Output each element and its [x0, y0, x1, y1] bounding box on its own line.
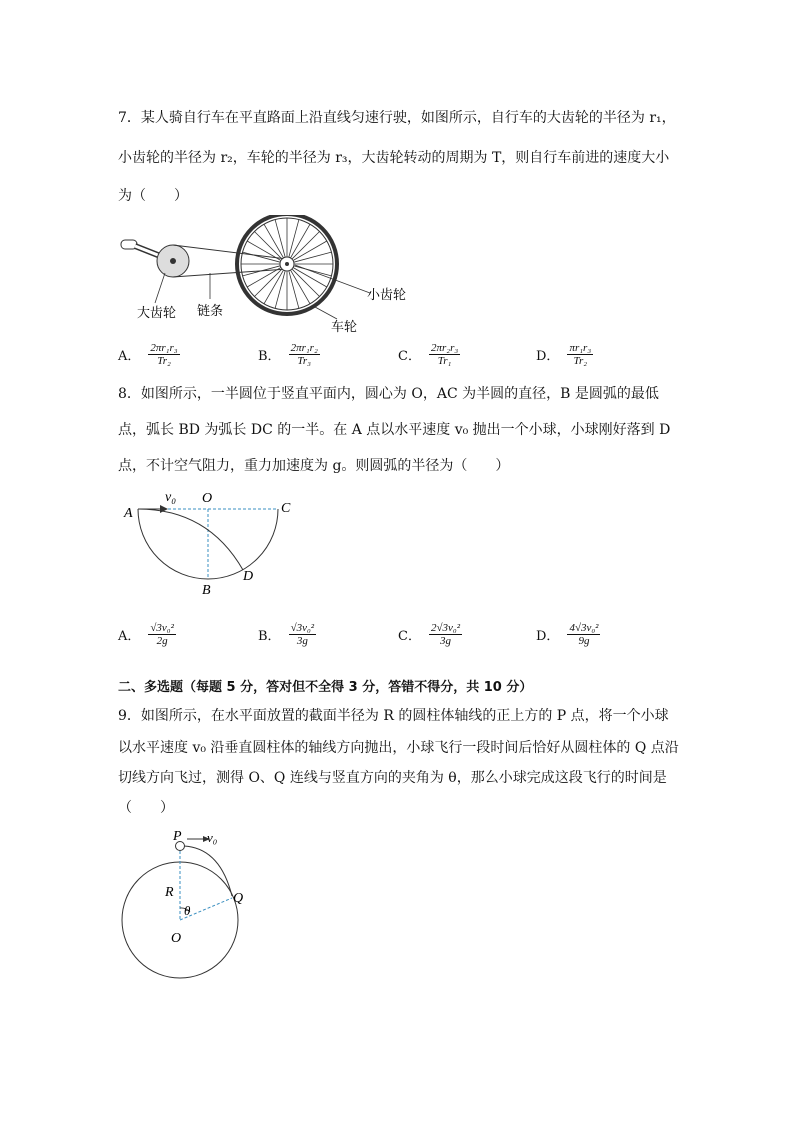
label-big-gear: 大齿轮	[137, 305, 177, 320]
option-label: C．	[398, 629, 421, 644]
numerator: √3v₀²	[150, 622, 174, 634]
semicircle-figure	[118, 485, 318, 600]
q8-option-a[interactable]	[118, 622, 176, 647]
bicycle-figure	[115, 215, 415, 340]
numerator: 4√3v₀²	[569, 622, 599, 634]
label-small-gear: 小齿轮	[367, 287, 407, 302]
trajectory	[138, 509, 243, 570]
label-v0: v₀	[207, 830, 218, 845]
label-C: C	[281, 501, 291, 516]
label-O: O	[202, 491, 213, 506]
q8-line-2: 点，弧长 BD 为弧长 DC 的一半。在 A 点以水平速度 v₀ 抛出一个小球，小球刚好落到 D	[118, 422, 671, 438]
option-fraction	[289, 342, 320, 367]
q7-line-1: 7．某人骑自行车在平直路面上沿直线匀速行驶，如图所示，自行车的大齿轮的半径为 r₁，	[118, 110, 676, 126]
wheel-spoke	[292, 269, 320, 297]
q9-line-3: 切线方向飞过，测得 O、Q 连线与竖直方向的夹角为 θ，那么小球完成这段飞行的时间是	[118, 770, 667, 786]
numerator: √3v₀²	[290, 622, 315, 634]
section-2-heading: 二、多选题（每题 5 分，答对但不全得 3 分，答错不得分，共 10 分）	[118, 680, 533, 695]
option-fraction	[289, 622, 317, 647]
q8-option-b[interactable]	[258, 622, 316, 647]
trajectory	[184, 846, 232, 896]
denominator: 3g	[439, 635, 451, 647]
denominator: Tr₂	[573, 355, 588, 367]
denominator: Tr₁	[437, 355, 452, 367]
option-label: D．	[536, 629, 560, 644]
numerator: 2πr₂r₃	[430, 342, 459, 354]
q7-option-c[interactable]	[398, 342, 460, 367]
wheel-spoke	[292, 231, 320, 259]
option-label: D．	[536, 349, 560, 364]
numerator: 2√3v₀²	[430, 622, 460, 634]
label-O: O	[171, 931, 182, 946]
option-fraction	[429, 622, 462, 647]
option-fraction	[567, 342, 593, 367]
option-label: A．	[118, 349, 141, 364]
q7-line-2: 小齿轮的半径为 r₂，车轮的半径为 r₃，大齿轮转动的周期为 T，则自行车前进的速度大小	[118, 150, 670, 166]
label-B: B	[202, 583, 211, 598]
wheel-spoke	[254, 231, 282, 259]
option-fraction	[429, 342, 460, 367]
option-fraction	[148, 622, 176, 647]
option-label: A．	[118, 629, 141, 644]
wheel-spoke	[254, 269, 282, 297]
label-A: A	[124, 506, 133, 521]
label-P: P	[173, 829, 182, 844]
label-chain: 链条	[197, 303, 224, 318]
q7-option-b[interactable]	[258, 342, 320, 367]
q8-option-d[interactable]	[536, 622, 600, 647]
denominator: 2g	[156, 635, 168, 647]
denominator: Tr₃	[297, 355, 311, 367]
label-Q: Q	[233, 891, 244, 906]
label-v0: v₀	[165, 490, 177, 505]
q7-line-3: 为（ ）	[118, 188, 188, 204]
denominator: 3g	[296, 635, 308, 647]
label-D: D	[243, 569, 254, 584]
label-wheel: 车轮	[331, 319, 358, 334]
q9-line-4: （ ）	[118, 800, 174, 816]
q9-line-2: 以水平速度 v₀ 沿垂直圆柱体的轴线方向抛出，小球飞行一段时间后恰好从圆柱体的 Q 点沿	[118, 740, 679, 756]
q8-line-1: 8．如图所示，一半圆位于竖直平面内，圆心为 O，AC 为半圆的直径，B 是圆弧的最低	[118, 386, 659, 402]
numerator: 2πr₁r₃	[150, 342, 178, 354]
label-theta: θ	[184, 903, 191, 918]
option-fraction	[148, 342, 179, 367]
option-label: C．	[398, 349, 421, 364]
q8-option-c[interactable]	[398, 622, 462, 647]
option-label: B．	[258, 629, 281, 644]
option-label: B．	[258, 349, 281, 364]
q8-line-3: 点，不计空气阻力，重力加速度为 g。则圆弧的半径为（ ）	[118, 458, 510, 474]
numerator: 2πr₁r₂	[290, 342, 318, 354]
denominator: Tr₂	[157, 355, 171, 367]
label-R: R	[165, 885, 174, 900]
cylinder-figure	[115, 822, 275, 1007]
q7-option-d[interactable]	[536, 342, 593, 367]
numerator: πr₁r₃	[569, 342, 592, 354]
option-fraction	[567, 622, 600, 647]
denominator: 9g	[578, 635, 590, 647]
q9-line-1: 9．如图所示，在水平面放置的截面半径为 R 的圆柱体轴线的正上方的 P 点，将一个小球	[118, 708, 669, 724]
q7-option-a[interactable]	[118, 342, 180, 367]
